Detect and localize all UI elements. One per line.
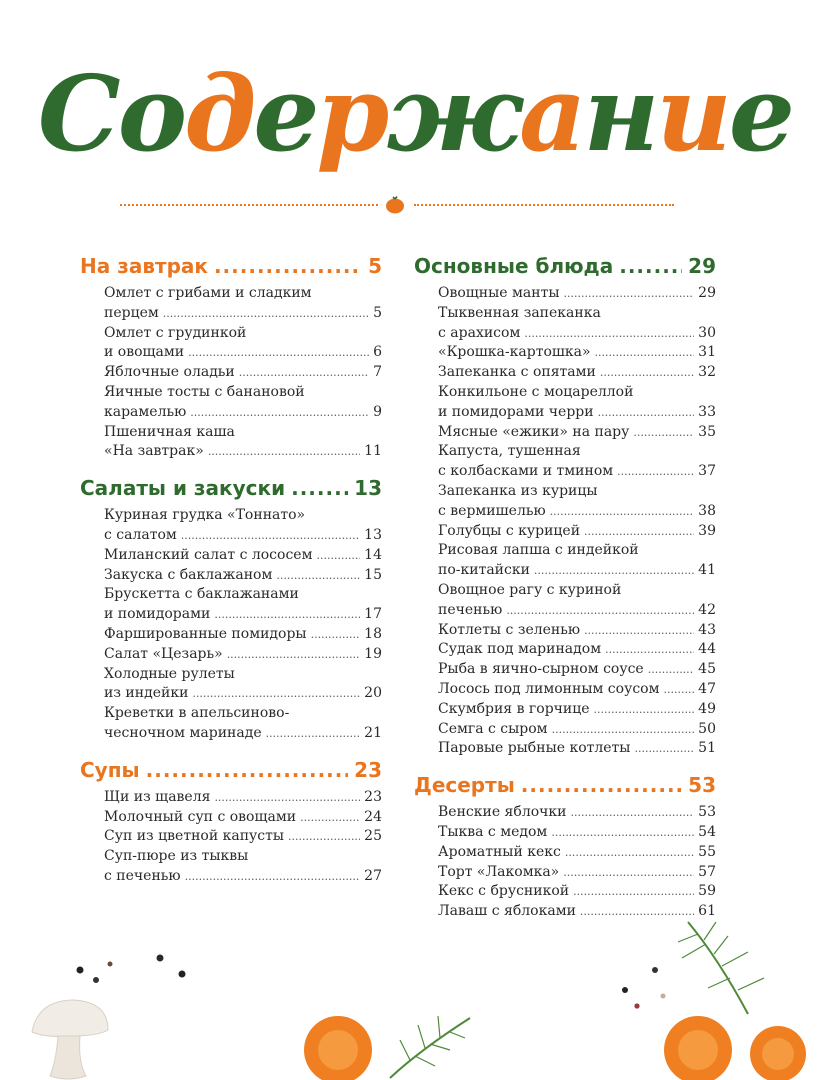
- entry-page-number: 19: [364, 645, 382, 662]
- entry-title-line: Тыквенная запеканка: [438, 304, 601, 321]
- title-letter: е: [728, 52, 793, 175]
- carrot-slice-icon: [748, 1020, 808, 1080]
- title-letter: и: [656, 52, 729, 175]
- entry-title-line: Омлет с грибами и сладким: [104, 285, 312, 301]
- dot-leader: [633, 423, 694, 443]
- section-page-number: 5: [368, 254, 382, 278]
- dot-leader: [188, 343, 369, 363]
- toc-entry[interactable]: [438, 284, 716, 304]
- entry-page-number: 9: [373, 403, 382, 420]
- carrot-slice-icon: [660, 1012, 736, 1080]
- entry-title-line: с арахисом: [438, 324, 521, 341]
- entry-page-number: 14: [364, 546, 382, 563]
- entry-title-line: Фаршированные помидоры: [104, 625, 307, 642]
- toc-entry[interactable]: [104, 506, 382, 546]
- entry-page-number: 50: [698, 720, 716, 737]
- entry-title-line: Судак под маринадом: [438, 641, 602, 658]
- entry-page-number: 21: [364, 724, 382, 741]
- dot-leader: [163, 304, 369, 324]
- entry-page-number: 25: [364, 828, 382, 845]
- toc-entry-list: [438, 284, 716, 759]
- entry-page-number: 32: [698, 364, 716, 381]
- section-page-number: 23: [354, 757, 382, 782]
- toc-entry[interactable]: [438, 660, 716, 680]
- entry-title-line: Овощное рагу с куриной: [438, 581, 622, 598]
- entry-page-number: 24: [364, 808, 382, 825]
- entry-page-number: 43: [698, 621, 716, 638]
- entry-title-line: Семга с сыром: [438, 720, 548, 737]
- toc-entry[interactable]: [438, 442, 716, 482]
- entry-title-line: Омлет с грудинкой: [104, 324, 247, 341]
- section-title: Супы: [80, 757, 140, 782]
- toc-section: [80, 476, 382, 744]
- entry-title-line: Запеканка из курицы: [438, 482, 598, 499]
- dot-leader: [146, 758, 349, 782]
- section-title: Салаты и закуски: [80, 476, 286, 501]
- title-letter: д: [184, 52, 254, 175]
- dot-leader: [239, 363, 369, 383]
- entry-page-number: 51: [698, 740, 716, 757]
- entry-page-number: 61: [698, 903, 716, 920]
- section-title: Основные блюда: [414, 254, 614, 278]
- entry-page-number: 5: [373, 304, 382, 321]
- entry-title-line: Тыква с медом: [438, 823, 548, 840]
- entry-title-line: Котлеты с зеленью: [438, 621, 581, 638]
- section-title: На завтрак: [80, 254, 208, 278]
- dot-leader: [288, 827, 360, 847]
- dot-leader: [584, 621, 694, 641]
- toc-entry[interactable]: [104, 625, 382, 645]
- dot-leader: [663, 680, 694, 700]
- entry-page-number: 45: [698, 661, 716, 678]
- toc-entry-list: [438, 803, 716, 922]
- entry-title-line: Холодные рулеты: [104, 665, 235, 682]
- section-page-number: 13: [354, 476, 382, 501]
- entry-title-line: Креветки в апельсиново-: [104, 705, 290, 722]
- page-title: [0, 52, 830, 175]
- entry-title-line: Рыба в яично-сырном соусе: [438, 661, 644, 678]
- section-heading[interactable]: [80, 476, 382, 504]
- toc-entry[interactable]: [104, 847, 382, 887]
- entry-title-line: Капуста, тушенная: [438, 443, 581, 460]
- entry-page-number: 39: [698, 522, 716, 539]
- entry-page-number: 23: [364, 788, 382, 805]
- toc-entry[interactable]: [104, 704, 382, 744]
- toc-entry[interactable]: [438, 700, 716, 720]
- dot-leader: [192, 684, 360, 704]
- entry-page-number: 38: [698, 502, 716, 519]
- entry-title-line: с печенью: [104, 867, 181, 884]
- dot-leader: [552, 720, 695, 740]
- entry-page-number: 49: [698, 700, 716, 717]
- toc-entry[interactable]: [438, 803, 716, 823]
- entry-title-line: Конкильоне с моцареллой: [438, 383, 634, 400]
- dill-sprig-icon: [668, 918, 778, 1018]
- dot-leader: [634, 739, 694, 759]
- entry-page-number: 47: [698, 680, 716, 697]
- entry-title-line: Яичные тосты с банановой: [104, 383, 305, 400]
- section-heading[interactable]: [414, 773, 716, 801]
- title-letter: а: [519, 52, 584, 175]
- entry-page-number: 42: [698, 601, 716, 618]
- entry-title-line: и овощами: [104, 344, 185, 361]
- toc-entry[interactable]: [438, 541, 716, 581]
- section-heading[interactable]: [80, 758, 382, 786]
- entry-title-line: Пшеничная каша: [104, 423, 235, 440]
- entry-page-number: 15: [364, 566, 382, 583]
- dot-leader: [300, 808, 360, 828]
- dot-leader: [266, 724, 361, 744]
- toc-entry[interactable]: [438, 720, 716, 740]
- toc-left-column: [80, 254, 382, 887]
- dot-leader: [506, 601, 694, 621]
- entry-page-number: 17: [364, 606, 382, 623]
- toc-right-column: [414, 254, 716, 922]
- entry-page-number: 29: [698, 285, 716, 301]
- entry-title-line: Суп-пюре из тыквы: [104, 848, 249, 865]
- dot-leader: [190, 403, 369, 423]
- toc-entry[interactable]: [438, 363, 716, 383]
- entry-title-line: Овощные манты: [438, 285, 560, 301]
- entry-page-number: 33: [698, 403, 716, 420]
- entry-title-line: Кекс с брусникой: [438, 883, 570, 900]
- dot-leader: [551, 823, 694, 843]
- entry-title-line: Суп из цветной капусты: [104, 828, 284, 845]
- toc-entry[interactable]: [438, 882, 716, 902]
- dot-leader: [214, 254, 362, 278]
- dot-leader: [214, 605, 360, 625]
- section-heading[interactable]: [414, 254, 716, 282]
- entry-title-line: Голубцы с курицей: [438, 522, 581, 539]
- title-divider-right: [414, 204, 674, 206]
- dill-sprig-icon: [380, 1010, 480, 1080]
- entry-page-number: 7: [373, 364, 382, 381]
- toc-section: [80, 254, 382, 462]
- dot-leader: [605, 640, 694, 660]
- toc-entry[interactable]: [104, 808, 382, 828]
- entry-title-line: с колбасками и тмином: [438, 463, 614, 480]
- entry-title-line: и помидорами черри: [438, 403, 594, 420]
- entry-title-line: и помидорами: [104, 606, 211, 623]
- toc-entry[interactable]: [438, 843, 716, 863]
- toc-section: [414, 773, 716, 922]
- dot-leader: [534, 561, 694, 581]
- toc-entry[interactable]: [438, 823, 716, 843]
- section-page-number: 29: [688, 254, 716, 278]
- entry-title-line: Брускетта с баклажанами: [104, 586, 299, 603]
- entry-title-line: Скумбрия в горчице: [438, 700, 590, 717]
- entry-title-line: Торт «Лакомка»: [438, 863, 560, 880]
- toc-entry[interactable]: [438, 343, 716, 363]
- dot-leader: [563, 284, 694, 304]
- dot-leader: [185, 867, 361, 887]
- dot-leader: [570, 803, 694, 823]
- title-letter: р: [316, 52, 387, 175]
- dot-leader: [214, 788, 360, 808]
- title-letter: е: [253, 52, 317, 175]
- toc-entry[interactable]: [438, 640, 716, 660]
- toc-entry[interactable]: [104, 827, 382, 847]
- toc-entry[interactable]: [104, 665, 382, 705]
- peppercorn-icon: [615, 960, 675, 1020]
- dot-leader: [208, 442, 360, 462]
- dot-leader: [291, 476, 348, 500]
- toc-entry[interactable]: [104, 383, 382, 423]
- entry-title-line: печенью: [438, 601, 503, 618]
- toc-entry[interactable]: [438, 423, 716, 443]
- dot-leader: [594, 700, 695, 720]
- entry-page-number: 41: [698, 562, 716, 579]
- dot-leader: [584, 522, 694, 542]
- entry-title-line: Яблочные оладьи: [104, 364, 235, 381]
- toc-entry[interactable]: [104, 423, 382, 463]
- entry-page-number: 13: [364, 526, 382, 543]
- entry-title-line: Рисовая лапша с индейкой: [438, 542, 639, 559]
- dot-leader: [316, 546, 360, 566]
- entry-title-line: Мясные «ежики» на пару: [438, 423, 630, 440]
- toc-entry[interactable]: [438, 383, 716, 423]
- toc-entry[interactable]: [438, 621, 716, 641]
- entry-title-line: Щи из щавеля: [104, 788, 211, 805]
- entry-title-line: Куриная грудка «Тоннато»: [104, 507, 306, 524]
- entry-title-line: «Крошка-картошка»: [438, 344, 591, 361]
- dot-leader: [227, 645, 360, 665]
- entry-page-number: 54: [698, 823, 716, 840]
- toc-entry[interactable]: [438, 482, 716, 522]
- dot-leader: [648, 660, 694, 680]
- entry-title-line: перцем: [104, 304, 159, 321]
- toc-entry-list: [104, 506, 382, 744]
- title-letter: о: [117, 52, 185, 175]
- toc-section: [80, 758, 382, 887]
- entry-title-line: «На завтрак»: [104, 443, 204, 460]
- entry-page-number: 27: [364, 867, 382, 884]
- entry-title-line: из индейки: [104, 685, 189, 702]
- entry-title-line: Венские яблочки: [438, 804, 567, 821]
- dot-leader: [521, 773, 682, 797]
- title-letter: н: [583, 52, 657, 175]
- toc-entry[interactable]: [104, 788, 382, 808]
- toc-entry[interactable]: [104, 284, 382, 324]
- toc-entry[interactable]: [438, 304, 716, 344]
- toc-entry[interactable]: [438, 522, 716, 542]
- entry-title-line: Салат «Цезарь»: [104, 645, 223, 662]
- entry-page-number: 11: [364, 443, 382, 460]
- entry-page-number: 31: [698, 344, 716, 361]
- toc-entry-list: [104, 788, 382, 887]
- toc-entry[interactable]: [104, 324, 382, 364]
- entry-title-line: Запеканка с опятами: [438, 364, 596, 381]
- dot-leader: [563, 863, 694, 883]
- entry-title-line: Молочный суп с овощами: [104, 808, 297, 825]
- entry-page-number: 44: [698, 641, 716, 658]
- entry-title-line: Ароматный кекс: [438, 843, 561, 860]
- toc-entry[interactable]: [438, 863, 716, 883]
- peppercorn-icon: [70, 950, 200, 990]
- entry-page-number: 53: [698, 804, 716, 821]
- dot-leader: [598, 403, 695, 423]
- dot-leader: [617, 462, 694, 482]
- entry-title-line: с вермишелью: [438, 502, 546, 519]
- dot-leader: [276, 566, 360, 586]
- toc-entry[interactable]: [438, 739, 716, 759]
- section-title: Десерты: [414, 773, 515, 798]
- dot-leader: [600, 363, 694, 383]
- toc-entry[interactable]: [104, 566, 382, 586]
- entry-page-number: 59: [698, 883, 716, 900]
- dot-leader: [311, 625, 361, 645]
- entry-title-line: Закуска с баклажаном: [104, 566, 273, 583]
- toc-entry[interactable]: [438, 581, 716, 621]
- dot-leader: [550, 502, 695, 522]
- entry-page-number: 57: [698, 863, 716, 880]
- entry-title-line: карамелью: [104, 403, 187, 420]
- toc-entry-list: [104, 284, 382, 462]
- mushroom-icon: [28, 992, 112, 1080]
- entry-page-number: 30: [698, 324, 716, 341]
- toc-entry[interactable]: [104, 585, 382, 625]
- entry-title-line: Паровые рыбные котлеты: [438, 740, 631, 757]
- title-letter: ж: [386, 52, 520, 175]
- section-page-number: 53: [688, 773, 716, 798]
- entry-page-number: 37: [698, 463, 716, 480]
- entry-page-number: 18: [364, 625, 382, 642]
- entry-title-line: Миланский салат с лососем: [104, 546, 313, 563]
- dot-leader: [595, 343, 695, 363]
- entry-title-line: Лаваш с яблоками: [438, 903, 576, 920]
- dot-leader: [565, 843, 694, 863]
- entry-page-number: 6: [373, 344, 382, 361]
- tomato-icon: [385, 196, 405, 214]
- entry-title-line: по-китайски: [438, 562, 530, 579]
- dot-leader: [181, 526, 360, 546]
- dot-leader: [573, 882, 694, 902]
- toc-section: [414, 254, 716, 759]
- entry-page-number: 20: [364, 685, 382, 702]
- section-heading[interactable]: [80, 254, 382, 282]
- dot-leader: [524, 324, 694, 344]
- entry-title-line: Лосось под лимонным соусом: [438, 680, 660, 697]
- entry-page-number: 35: [698, 423, 716, 440]
- dot-leader: [619, 254, 682, 278]
- toc-entry[interactable]: [438, 680, 716, 700]
- entry-title-line: чесночном маринаде: [104, 724, 262, 741]
- carrot-slice-icon: [300, 1012, 376, 1080]
- toc-entry[interactable]: [104, 645, 382, 665]
- title-letter: С: [37, 52, 118, 175]
- title-divider-left: [120, 204, 378, 206]
- toc-entry[interactable]: [104, 363, 382, 383]
- entry-title-line: с салатом: [104, 526, 177, 543]
- toc-entry[interactable]: [104, 546, 382, 566]
- entry-page-number: 55: [698, 843, 716, 860]
